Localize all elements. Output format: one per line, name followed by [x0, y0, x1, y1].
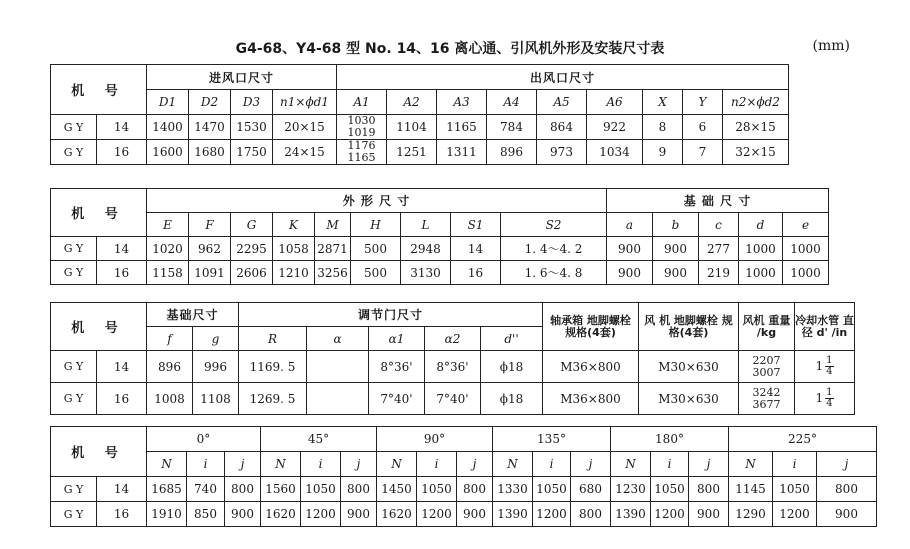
size-cell: 14 [97, 477, 147, 502]
data-cell: 6 [683, 115, 723, 140]
data-cell: 900 [689, 502, 729, 527]
col-header: d [739, 213, 783, 237]
data-cell: 850 [187, 502, 225, 527]
data-cell: 922 [587, 115, 643, 140]
table-row [51, 477, 877, 502]
gy-label: G Y [51, 477, 97, 502]
col-header: M [315, 213, 351, 237]
data-cell: 2207 3007 [739, 351, 795, 383]
data-cell: 1390 [611, 502, 651, 527]
data-cell: 1158 [147, 261, 189, 285]
data-cell: 900 [341, 502, 377, 527]
pipe-fraction [825, 356, 833, 377]
table-row [51, 140, 789, 165]
pipe-fraction [825, 388, 833, 409]
col-header: j [225, 452, 261, 477]
data-cell: 1251 [387, 140, 437, 165]
data-cell: 1210 [273, 261, 315, 285]
table-row [51, 383, 855, 415]
pipe-num: 1 [826, 387, 833, 398]
data-cell: 1030 1019 [337, 115, 387, 140]
data-cell: 500 [351, 237, 401, 261]
data-cell: M36×800 [543, 383, 639, 415]
angle-header: 0° [147, 427, 261, 452]
col-header: A4 [487, 90, 537, 115]
data-cell: 1269. 5 [239, 383, 307, 415]
data-cell [307, 351, 369, 383]
data-cell: 864 [537, 115, 587, 140]
data-cell: 2871 [315, 237, 351, 261]
data-cell: 1390 [493, 502, 533, 527]
col-header: N [147, 452, 187, 477]
damper-group-header: 调节门尺寸 [239, 303, 543, 327]
col-header: E [147, 213, 189, 237]
data-cell: 1000 [739, 237, 783, 261]
unit-label: (mm) [812, 38, 850, 54]
data-cell: 800 [225, 477, 261, 502]
data-cell: 1200 [651, 502, 689, 527]
col-header: A1 [337, 90, 387, 115]
angle-table [50, 426, 877, 527]
bearing-bolt-header: 轴承箱 地脚螺栓 规格(4套) [543, 303, 639, 351]
data-cell: 800 [341, 477, 377, 502]
data-cell: 277 [699, 237, 739, 261]
col-header: L [401, 213, 451, 237]
data-cell: 784 [487, 115, 537, 140]
data-cell: 1290 [729, 502, 773, 527]
data-cell: 2948 [401, 237, 451, 261]
data-cell: 1000 [783, 237, 829, 261]
size-cell: 16 [97, 383, 147, 415]
col-header: j [571, 452, 611, 477]
table-row [51, 351, 855, 383]
col-header: α1 [369, 327, 425, 351]
size-cell: 16 [97, 261, 147, 285]
data-cell: 1058 [273, 237, 315, 261]
data-cell: 1750 [231, 140, 273, 165]
outlet-group-header: 出风口尺寸 [337, 65, 789, 90]
data-cell: 900 [225, 502, 261, 527]
data-cell: 1. 6～4. 8 [501, 261, 607, 285]
data-cell: M36×800 [543, 351, 639, 383]
data-cell: 1050 [773, 477, 817, 502]
data-cell: 1680 [189, 140, 231, 165]
gy-label: G Y [51, 115, 97, 140]
pipe-int: 1 [815, 359, 824, 373]
col-header: R [239, 327, 307, 351]
col-header: F [189, 213, 231, 237]
col-header: c [699, 213, 739, 237]
data-cell: 800 [689, 477, 729, 502]
data-cell: 1330 [493, 477, 533, 502]
data-cell: 24×15 [273, 140, 337, 165]
col-header: S1 [451, 213, 501, 237]
data-cell: 1200 [533, 502, 571, 527]
col-header: K [273, 213, 315, 237]
pipe-den: 4 [826, 398, 833, 409]
data-cell: 1200 [301, 502, 341, 527]
col-header: i [301, 452, 341, 477]
col-header: D2 [189, 90, 231, 115]
col-header: j [457, 452, 493, 477]
gy-label: G Y [51, 502, 97, 527]
col-header: H [351, 213, 401, 237]
col-header: A6 [587, 90, 643, 115]
data-cell: ϕ18 [481, 383, 543, 415]
col-header: j [817, 452, 877, 477]
col-header: X [643, 90, 683, 115]
machine-header: 机 号 [51, 303, 147, 351]
data-cell: 900 [607, 237, 653, 261]
data-cell: 1020 [147, 237, 189, 261]
data-cell: 3256 [315, 261, 351, 285]
size-cell: 14 [97, 115, 147, 140]
data-cell: 1230 [611, 477, 651, 502]
col-header: N [493, 452, 533, 477]
data-cell: 8°36' [369, 351, 425, 383]
data-cell: 1200 [417, 502, 457, 527]
gy-label: G Y [51, 383, 97, 415]
col-header: j [689, 452, 729, 477]
data-cell: 1165 [437, 115, 487, 140]
data-cell: 32×15 [723, 140, 789, 165]
size-cell: 14 [97, 237, 147, 261]
angle-header: 180° [611, 427, 729, 452]
data-cell: 800 [817, 477, 877, 502]
gy-label: G Y [51, 351, 97, 383]
pipe-cell [795, 383, 855, 415]
gy-label: G Y [51, 140, 97, 165]
data-cell: 14 [451, 237, 501, 261]
col-header: N [377, 452, 417, 477]
col-header: α [307, 327, 369, 351]
data-cell: 1176 1165 [337, 140, 387, 165]
col-header: N [611, 452, 651, 477]
data-cell: 900 [607, 261, 653, 285]
data-cell [307, 383, 369, 415]
data-cell: 1450 [377, 477, 417, 502]
angle-header: 225° [729, 427, 877, 452]
table-row [51, 115, 789, 140]
machine-header: 机 号 [51, 189, 147, 237]
col-header: e [783, 213, 829, 237]
col-header: G [231, 213, 273, 237]
data-cell: 800 [457, 477, 493, 502]
col-header: Y [683, 90, 723, 115]
data-cell: 1530 [231, 115, 273, 140]
data-cell: 996 [193, 351, 239, 383]
col-header: f [147, 327, 193, 351]
data-cell: 900 [457, 502, 493, 527]
data-cell: 973 [537, 140, 587, 165]
pipe-int: 1 [815, 391, 824, 405]
data-cell: 896 [487, 140, 537, 165]
pipe-cell [795, 351, 855, 383]
size-cell: 16 [97, 502, 147, 527]
pipe-den: 4 [826, 366, 833, 377]
data-cell: 20×15 [273, 115, 337, 140]
col-header: A2 [387, 90, 437, 115]
shape-group-header: 外 形 尺 寸 [147, 189, 607, 213]
data-cell: 1050 [533, 477, 571, 502]
data-cell: 1685 [147, 477, 187, 502]
data-cell: 1104 [387, 115, 437, 140]
base-damper-table [50, 302, 855, 415]
data-cell: 680 [571, 477, 611, 502]
fan-bolt-header: 风 机 地脚螺栓 规格(4套) [639, 303, 739, 351]
inlet-outlet-table [50, 64, 789, 165]
data-cell: 962 [189, 237, 231, 261]
data-cell: 1050 [417, 477, 457, 502]
data-cell: 1620 [377, 502, 417, 527]
col-header: A5 [537, 90, 587, 115]
col-header: d'' [481, 327, 543, 351]
data-cell: 1050 [301, 477, 341, 502]
col-header: g [193, 327, 239, 351]
table-row [51, 237, 829, 261]
table-row [51, 261, 829, 285]
inlet-group-header: 进风口尺寸 [147, 65, 337, 90]
data-cell: 1200 [773, 502, 817, 527]
angle-header: 135° [493, 427, 611, 452]
data-cell: 1600 [147, 140, 189, 165]
data-cell: 2606 [231, 261, 273, 285]
col-header: N [261, 452, 301, 477]
data-cell: ϕ18 [481, 351, 543, 383]
col-header: α2 [425, 327, 481, 351]
data-cell: 2295 [231, 237, 273, 261]
data-cell: M30×630 [639, 383, 739, 415]
data-cell: 1910 [147, 502, 187, 527]
data-cell: 1091 [189, 261, 231, 285]
col-header: i [651, 452, 689, 477]
machine-header: 机 号 [51, 427, 147, 477]
col-header: i [533, 452, 571, 477]
data-cell: 900 [653, 261, 699, 285]
data-cell: 16 [451, 261, 501, 285]
data-cell: 1034 [587, 140, 643, 165]
data-cell: 7 [683, 140, 723, 165]
size-cell: 16 [97, 140, 147, 165]
data-cell: 1108 [193, 383, 239, 415]
data-cell: 740 [187, 477, 225, 502]
pipe-num: 1 [826, 355, 833, 366]
data-cell: 500 [351, 261, 401, 285]
col-header: A3 [437, 90, 487, 115]
data-cell: 8 [643, 115, 683, 140]
data-cell: 800 [571, 502, 611, 527]
data-cell: 900 [653, 237, 699, 261]
base-group-header: 基 础 尺 寸 [607, 189, 829, 213]
data-cell: 1008 [147, 383, 193, 415]
data-cell: 3130 [401, 261, 451, 285]
data-cell: 1620 [261, 502, 301, 527]
data-cell: 7°40' [369, 383, 425, 415]
col-header: i [417, 452, 457, 477]
shape-base-table [50, 188, 829, 285]
angle-header: 90° [377, 427, 493, 452]
data-cell: 900 [817, 502, 877, 527]
data-cell: M30×630 [639, 351, 739, 383]
data-cell: 1000 [783, 261, 829, 285]
data-cell: 1311 [437, 140, 487, 165]
col-header: b [653, 213, 699, 237]
col-header: n1×ϕd1 [273, 90, 337, 115]
table-row [51, 502, 877, 527]
gy-label: G Y [51, 261, 97, 285]
table-title: G4-68、Y4-68 型 No. 14、16 离心通、引风机外形及安装尺寸表 [235, 41, 665, 57]
data-cell: 1050 [651, 477, 689, 502]
data-cell: 1145 [729, 477, 773, 502]
data-cell: 28×15 [723, 115, 789, 140]
col-header: i [773, 452, 817, 477]
base-group-header: 基础尺寸 [147, 303, 239, 327]
data-cell: 219 [699, 261, 739, 285]
data-cell: 3242 3677 [739, 383, 795, 415]
angle-header: 45° [261, 427, 377, 452]
data-cell: 1470 [189, 115, 231, 140]
data-cell: 8°36' [425, 351, 481, 383]
col-header: S2 [501, 213, 607, 237]
data-cell: 1400 [147, 115, 189, 140]
weight-header: 风机 重量 /kg [739, 303, 795, 351]
data-cell: 1. 4～4. 2 [501, 237, 607, 261]
cooling-pipe-header: 冷却水管 直径 d' /in [795, 303, 855, 351]
data-cell: 1169. 5 [239, 351, 307, 383]
col-header: j [341, 452, 377, 477]
data-cell: 1000 [739, 261, 783, 285]
size-cell: 14 [97, 351, 147, 383]
data-cell: 1560 [261, 477, 301, 502]
data-cell: 7°40' [425, 383, 481, 415]
col-header: D3 [231, 90, 273, 115]
col-header: N [729, 452, 773, 477]
col-header: n2×ϕd2 [723, 90, 789, 115]
col-header: i [187, 452, 225, 477]
machine-header: 机 号 [51, 65, 147, 115]
data-cell: 896 [147, 351, 193, 383]
col-header: D1 [147, 90, 189, 115]
gy-label: G Y [51, 237, 97, 261]
data-cell: 9 [643, 140, 683, 165]
col-header: a [607, 213, 653, 237]
